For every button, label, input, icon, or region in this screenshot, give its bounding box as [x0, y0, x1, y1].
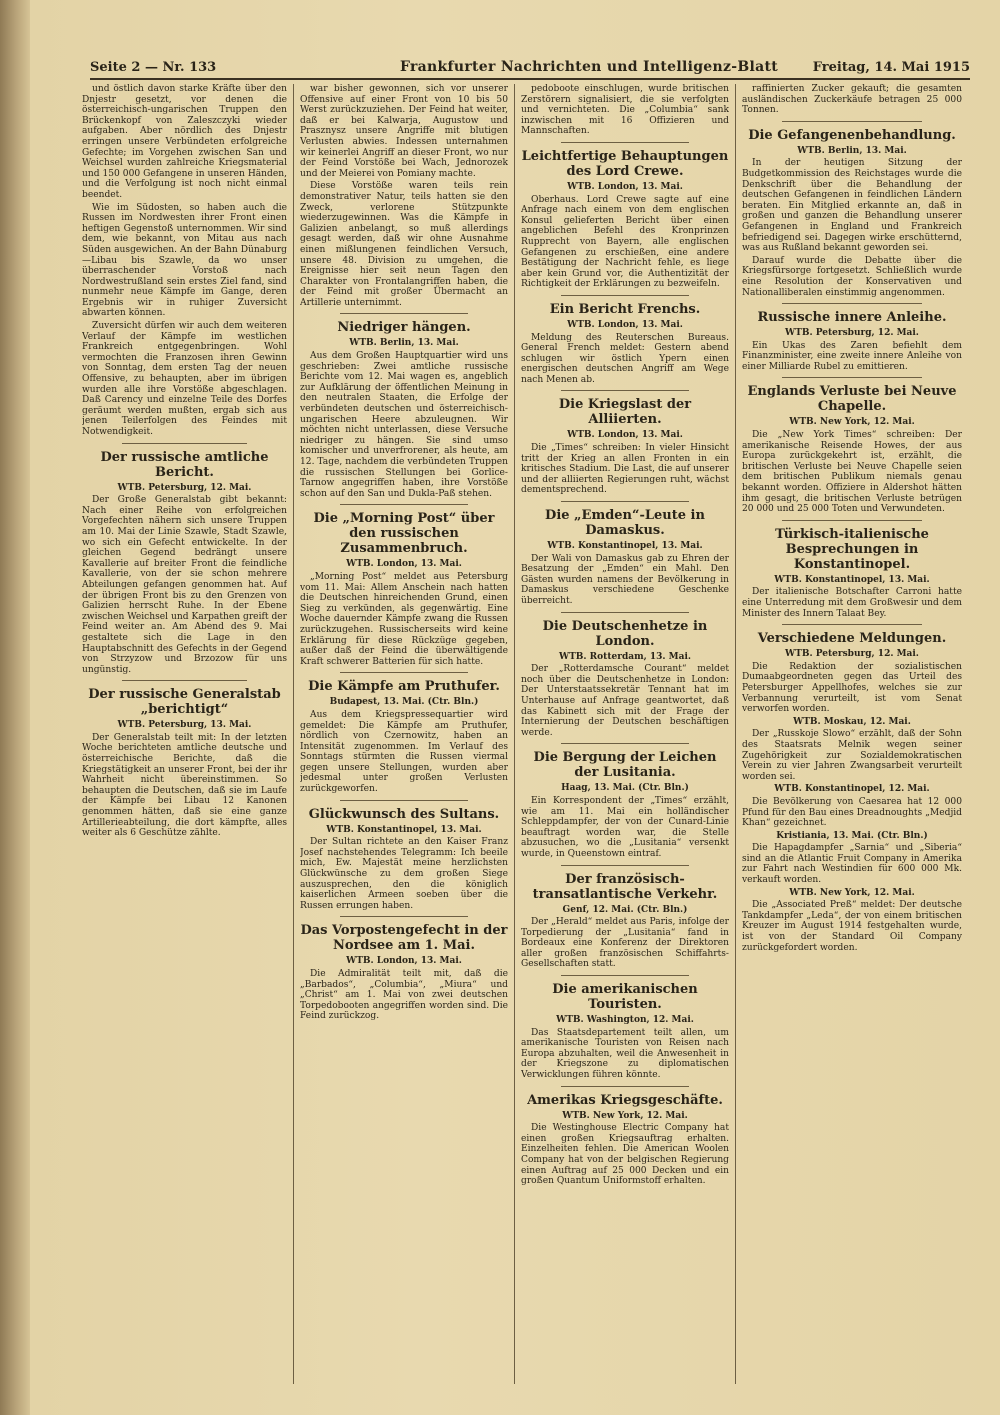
divider — [340, 313, 468, 314]
dateline: WTB. Konstantinopel, 13. Mai. — [774, 574, 930, 585]
dateline: WTB. Moskau, 12. Mai. — [793, 716, 911, 727]
binding-gutter — [0, 0, 30, 1415]
dateline: Genf, 12. Mai. (Ctr. Bln.) — [562, 904, 688, 915]
divider — [561, 295, 689, 296]
divider — [561, 865, 689, 866]
article-headline: Die amerikanischen Touristen. — [552, 982, 698, 1013]
dateline: WTB. New York, 12. Mai. — [789, 417, 915, 428]
article-text: Oberhaus. Lord Crewe sagte auf eine Anfrage nach einem von dem englischen Konsul gelieferten Bericht über einen angeblichen Befehl des Kronprinzen Rupprecht von Bayern, alle englischen Gefangenen zu erschießen, eine andere Bestätigung der Nachricht fehle, es liege aber kein Grund vor, die Authentizität der Richtigkeit der Erklärungen zu bezweifeln. — [521, 194, 729, 290]
divider — [782, 624, 922, 625]
divider — [340, 800, 468, 801]
dateline: Kristiania, 13. Mai. (Ctr. Bln.) — [776, 830, 928, 841]
article-headline: Der russische amtliche Bericht. — [100, 449, 269, 480]
divider — [340, 916, 468, 917]
article-headline: Leichtfertige Behauptungen des Lord Crewe. — [521, 148, 729, 179]
dateline: WTB. Petersburg, 12. Mai. — [117, 482, 252, 493]
article-headline: Ein Bericht Frenchs. — [549, 301, 701, 317]
article-text: Der Sultan richtete an den Kaiser Franz Josef nachstehendes Telegramm: Ich beeile mich, Ew. Majestät meine herzlichsten Glückwünsche zu dem großen Siege auszusprechen, den die königlich kaiserlichen Armeen soeben über die Russen errungen haben. — [300, 837, 508, 911]
dateline: WTB. Konstantinopel, 13. Mai. — [326, 824, 482, 835]
divider — [782, 121, 922, 122]
dateline: WTB. London, 13. Mai. — [567, 319, 683, 330]
article-headline: Amerikas Kriegsgeschäfte. — [527, 1092, 723, 1108]
article-headline: Der französisch-transatlantische Verkehr. — [532, 871, 718, 902]
article-text: war bisher gewonnen, sich vor unserer Offensive auf einer Front von 10 bis 50 Werst zurückzuziehen. Der Feind hat weiter, daß er bei Kalwarja, Augustow und Prasznysz unsere Angriffe mit blutigen Verlusten abwies. Indessen unternahmen wir keinerlei Angriff an dieser Front, wo nur der Feind Vorstöße bei Wach, Jednorozek und der Meierei von Pomiany machte. — [300, 84, 508, 179]
article-headline: Die Deutschenhetze in London. — [542, 618, 708, 649]
article-text: Der „Rotterdamsche Courant“ meldet noch über die Deutschenhetze in London: Der Unterstaatssekretär Tennant hat im Unterhause auf Anfrage geantwortet, daß das Kabinett sich mit der Frage der Internierung der Deutschen beschäftigen werde. — [521, 664, 729, 738]
article-text: Die Westinghouse Electric Company hat einen großen Kriegsauftrag erhalten. Einzelheiten fehlen. Die American Woolen Company hat von der belgischen Regierung einen Auftrag auf 25 000 Decken und ein großen Quantum Uniformstoff erhalten. — [521, 1123, 729, 1187]
article-text: Der Wali von Damaskus gab zu Ehren der Besatzung der „Emden“ ein Mahl. Den Gästen wurden namens der Bevölkerung in Damaskus verschiedene Geschenke überreicht. — [521, 553, 729, 606]
article-text: Das Staatsdepartement teilt allen, um amerikanische Touristen von Reisen nach Europa abzuhalten, weil die Anwesenheit in der Kriegszone zu diplomatischen Verwicklungen führen könnte. — [521, 1027, 729, 1081]
divider — [122, 680, 247, 681]
dateline: WTB. London, 13. Mai. — [567, 181, 683, 192]
article-headline: Türkisch-italienische Besprechungen in Konstantinopel. — [775, 526, 929, 572]
dateline: WTB. London, 13. Mai. — [346, 956, 462, 967]
divider — [340, 672, 468, 673]
article-headline: Die Gefangenenbehandlung. — [748, 127, 956, 143]
dateline: WTB. New York, 12. Mai. — [789, 887, 915, 898]
divider — [561, 743, 689, 744]
dateline: Budapest, 13. Mai. (Ctr. Bln.) — [329, 697, 479, 708]
divider — [782, 303, 922, 304]
article-text: Die Redaktion der sozialistischen Dumaabgeordneten gegen das Urteil des Petersburger Appellhofes, welches sie zur Verbannung verurteilt, ist vom Senat verworfen worden. — [742, 661, 962, 715]
column-3 — [521, 84, 729, 1384]
divider — [561, 390, 689, 391]
dateline: WTB. Berlin, 13. Mai. — [349, 338, 459, 349]
dateline: WTB. Berlin, 13. Mai. — [797, 145, 907, 156]
dateline: WTB. Petersburg, 13. Mai. — [117, 720, 252, 731]
article-text: Der „Herald“ meldet aus Paris, infolge der Torpedierung der „Lusitania“ fand in Bordeaux eine Konferenz der Direktoren aller großen französischen Schiffahrts-Gesellschaften statt. — [521, 917, 729, 970]
dateline: WTB. Rotterdam, 13. Mai. — [559, 651, 691, 662]
page-number: Seite 2 — Nr. 133 — [90, 60, 217, 75]
divider — [122, 443, 247, 444]
column-2 — [300, 84, 508, 1384]
article-headline: Niedriger hängen. — [337, 320, 471, 336]
article-text: Ein Ukas des Zaren befiehlt dem Finanzminister, eine zweite innere Anleihe von einer Milliarde Rubel zu emittieren. — [742, 340, 962, 372]
article-text: Meldung des Reuterschen Bureaus. General French meldet: Gestern abend schlugen wir östlich Ypern einen energischen deutschen Angriff am Wege nach Menen ab. — [521, 332, 729, 385]
article-text: Zuversicht dürfen wir auch dem weiteren Verlauf der Kämpfe im westlichen Frankreich entgegenbringen. Wohl vermochten die Franzosen ihren Gewinn von Sonntag, dem ersten Tag der neuen Offensive, zu behaupten, aber im übrigen wurden alle ihre Vorstöße abgeschlagen. Daß Carency und einzelne Teile des Dorfes geräumt werden mußten, ergab sich aus jenen Teilerfolgen des Feindes mit Notwendigkeit. — [82, 321, 287, 437]
article-text: Der „Russkoje Slowo“ erzählt, daß der Sohn des Staatsrats Melnik wegen seiner Zugehörigkeit zur Sozialdemokratischen Verein zu vier Jahren Zwangsarbeit verurteilt worden sei. — [742, 729, 962, 782]
dateline: Haag, 13. Mai. (Ctr. Bln.) — [561, 783, 689, 794]
dateline: WTB. London, 13. Mai. — [346, 559, 462, 570]
dateline: WTB. Petersburg, 12. Mai. — [785, 328, 919, 339]
masthead — [90, 56, 970, 80]
dateline: WTB. Konstantinopel, 13. Mai. — [547, 541, 703, 552]
article-headline: Die „Emden“-Leute in Damaskus. — [545, 508, 705, 539]
article-text: raffinierten Zucker gekauft; die gesamten ausländischen Zuckerkäufe betragen 25 000 Tonnen. — [742, 84, 962, 116]
article-text: Die Bevölkerung von Caesarea hat 12 000 Pfund für den Bau eines Dreadnoughts „Medjid Khan“ gezeichnet. — [742, 796, 962, 829]
article-text: Ein Korrespondent der „Times“ erzählt, wie am 11. Mai ein holländischer Schleppdampfer, der von der Cunard-Linie beauftragt worden war, die Stelle abzusuchen, wo die „Lusitania“ versenkt wurde, in Queenstown eintraf. — [521, 795, 729, 859]
dateline: WTB. Konstantinopel, 12. Mai. — [774, 784, 930, 795]
article-text: Die „New York Times“ schreiben: Der amerikanische Reisende Howes, der aus Europa zurückgekehrt ist, erzählt, die britischen Verluste bei Neuve Chapelle seien dem britischen Publikum niemals genau bekannt worden. Offiziere in Aldershot hätten ihm gesagt, die britischen Verluste betrügen 20 000 und 25 000 Toten und Verwundeten. — [742, 430, 962, 515]
article-text: und östlich davon starke Kräfte über den Dnjestr gesetzt, vor denen die österreichisch-ungarischen Truppen den Brückenkopf von Zaleszczyki wieder aufgaben. Aber nördlich des Dnjestr erringen unsere Verbündeten erfolgreiche Gefechte; im Vorgehen zwischen San und Weichsel wurden zahlreiche Kriegsmaterial und 150 000 Gefangene in unseren Händen, und die Verfolgung ist noch nicht einmal beendet. — [82, 84, 287, 200]
article-headline: Die Kämpfe am Pruthufer. — [308, 679, 500, 695]
article-text: Aus dem Großen Hauptquartier wird uns geschrieben: Zwei amtliche russische Berichte vom 12. Mai wagen es, angeblich zur Aufklärung der öffentlichen Meinung in den neutralen Staaten, die Erfolge der verbündeten deutschen und österreichisch-ungarischen Heere abzuleugnen. Wir möchten nicht unterlassen, diese Versuche niedriger zu hängen. Sie sind umso komischer und unverfrorener, als heute, am 12. Tage, nachdem die verbündeten Truppen die russischen Stellungen bei Gorlice-Tarnow angegriffen haben, ihre Vorstöße schon auf den San und Dukla-Paß stehen. — [300, 351, 508, 499]
article-text: Der Große Generalstab gibt bekannt: Nach einer Reihe von erfolgreichen Vorgefechten nähern sich unsere Truppen am 10. Mai der Linie Szawle, Stadt Szawle, wo sich ein Gefecht entwickelte. In der gleichen Gegend bedrängt unsere Kavallerie auf breiter Front die feindliche Kavallerie, von der sie schon mehrere Abteilungen gefangen genommen hat. Auf der übrigen Front bis zu den Grenzen von Galizien herrscht Ruhe. In der Ebene zwischen Weichsel und Karpathen greift der Feind weiter an. Am Abend des 9. Mai gestaltete sich die Lage in den Hauptabschnitt des Gefechts in der Gegend von Strzyzow und Brzozow für uns ungünstig. — [82, 495, 287, 675]
column-rule — [293, 84, 294, 1384]
article-headline: Englands Verluste bei Neuve Chapelle. — [747, 384, 957, 415]
divider — [782, 520, 922, 521]
article-headline: Der russische Generalstab „berichtigt“ — [88, 687, 281, 718]
article-text: Die „Associated Preß“ meldet: Der deutsche Tankdampfer „Leda“, der von einem britischen Kreuzer im August 1914 festgehalten wurde, ist von der Standard Oil Company zurückgefordert worden. — [742, 900, 962, 953]
dateline: WTB. Petersburg, 12. Mai. — [785, 649, 919, 660]
column-1 — [82, 84, 287, 1384]
column-4 — [742, 84, 962, 1384]
issue-date: Freitag, 14. Mai 1915 — [812, 60, 970, 75]
article-text: Darauf wurde die Debatte über die Kriegsfürsorge fortgesetzt. Schließlich wurde eine Resolution der Konservativen und Nationalliberalen einstimmig angenommen. — [742, 255, 962, 298]
article-text: Die Admiralität teilt mit, daß die „Barbados“, „Columbia“, „Miura“ und „Christ“ am 1. Mai von zwei deutschen Torpedobooten angegriffen worden sind. Die Feind zurückzog. — [300, 969, 508, 1022]
dateline: WTB. London, 13. Mai. — [567, 430, 683, 441]
article-headline: Russische innere Anleihe. — [757, 310, 947, 326]
divider — [561, 975, 689, 976]
divider — [561, 1086, 689, 1087]
article-headline: Verschiedene Meldungen. — [757, 631, 947, 647]
article-text: Diese Vorstöße waren teils rein demonstrativer Natur, teils hatten sie den Zweck, verlorene Stützpunkte wiederzugewinnen. Was die Kämpfe in Galizien anbelangt, so muß allerdings gesagt werden, daß wir ohne Ausnahme einen mißlungenen feindlichen Versuch, unsere 48. Division zu umgehen, die Ereignisse hier seit neun Tagen den Charakter von Frontalangriffen haben, die der Feind mit großer Übermacht an Artillerie unternimmt. — [300, 181, 508, 308]
column-rule — [514, 84, 515, 1384]
article-headline: Die Bergung der Leichen der Lusitania. — [533, 750, 717, 781]
divider — [561, 142, 689, 143]
divider — [561, 501, 689, 502]
article-text: Aus dem Kriegspressequartier wird gemeldet: Die Kämpfe am Pruthufer, nördlich von Czernowitz, haben an Intensität zugenommen. Im Verlauf des Sonntags stürmten die Russen viermal gegen unsere Stellungen, wurden aber jedesmal unter großen Verlusten zurückgeworfen. — [300, 709, 508, 795]
article-headline: Die „Morning Post“ über den russischen Zusammenbruch. — [313, 511, 495, 557]
article-text: In der heutigen Sitzung der Budgetkommission des Reichstages wurde die Denkschrift über die Behandlung der deutschen Gefangenen in feindlichen Ländern beraten. Ein Mitglied erkannte an, daß in großen und ganzen die Behandlung unserer Gefangenen in England und Frankreich befriedigend sei. Dagegen wirke erschütternd, was aus Rußland bekannt geworden sei. — [742, 158, 962, 254]
article-text: Die Hapagdampfer „Sarnia“ und „Siberia“ sind an die Atlantic Fruit Company in Amerika zur Fahrt nach Westindien für 600 000 Mk. verkauft worden. — [742, 843, 962, 886]
article-headline: Die Kriegslast der Alliierten. — [558, 397, 692, 428]
article-text: Der italienische Botschafter Carroni hatte eine Unterredung mit dem Großwesir und dem Minister des Innern Talaat Bey. — [742, 587, 962, 619]
article-text: pedoboote einschlugen, wurde britischen Zerstörern signalisiert, die sie verfolgten und vernichteten. Die „Columbia“ sank inzwischen mit 16 Offizieren und Mannschaften. — [521, 84, 729, 137]
dateline: WTB. New York, 12. Mai. — [562, 1110, 688, 1121]
article-text: „Morning Post“ meldet aus Petersburg vom 11. Mai: Allem Anschein nach hatten die Deutschen hinreichenden Grund, einen Sieg zu verkünden, als gegenwärtig. Eine Woche dauernder Kämpfe zwang die Russen zurückzugehen. Russischerseits wird keine Erklärung für diese Rückzüge gegeben, außer daß der Feind die überwältigende Kraft schwerer Batterien für sich hatte. — [300, 571, 508, 667]
column-rule — [735, 84, 736, 1384]
article-text: Die „Times“ schreiben: In vieler Hinsicht tritt der Krieg an allen Fronten in ein kritisches Stadium. Die Last, die auf unserer und der alliierten Regierungen ruht, wächst dementsprechend. — [521, 443, 729, 496]
dateline: WTB. Washington, 12. Mai. — [556, 1015, 694, 1026]
divider — [782, 377, 922, 378]
divider — [561, 612, 689, 613]
divider — [340, 504, 468, 505]
article-text: Wie im Südosten, so haben auch die Russen im Nordwesten ihrer Front einen heftigen Gegenstoß unternommen. Wir sind dem, wie bekannt, von Mitau aus nach Süden ausgewichen. An der Bahn Dünaburg—Libau bis Szawle, da wo unser überraschender Vorstoß nach Nordwestrußland sein erstes Ziel fand, sind nunmehr neue Kämpfe im Gange, deren Ergebnis wir in ruhiger Zuversicht abwarten können. — [82, 202, 287, 319]
article-headline: Das Vorpostengefecht in der Nordsee am 1. Mai. — [300, 923, 508, 954]
article-headline: Glückwunsch des Sultans. — [308, 806, 500, 822]
article-text: Der Generalstab teilt mit: In der letzten Woche berichteten amtliche deutsche und österreichische Berichte, daß die Kriegstätigkeit an unserer Front, bei der ihr Wahrheit nicht übereinstimmen. So behaupten die Deutschen, daß sie im Laufe der Kämpfe bei Libau 12 Kanonen genommen hätten, daß sie eine ganze Artillerieabteilung, die dort kämpfte, alles weiter als 6 Geschütze zählte. — [82, 732, 287, 839]
newspaper-title: Frankfurter Nachrichten und Intelligenz-Blatt — [400, 59, 778, 75]
